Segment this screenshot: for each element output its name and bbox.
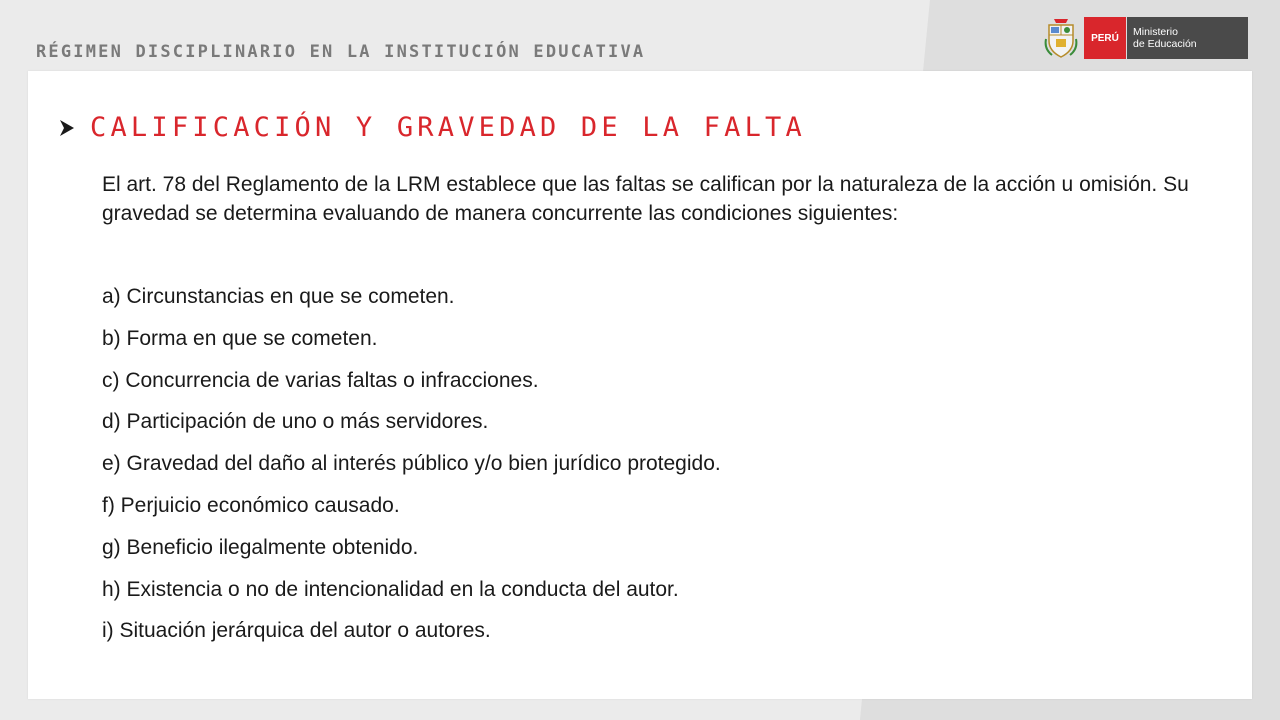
list-item: e) Gravedad del daño al interés público y/o bien jurídico protegido. bbox=[102, 452, 721, 476]
peru-label: PERÚ bbox=[1084, 17, 1126, 59]
ministry-line1: Ministerio bbox=[1133, 26, 1178, 38]
list-item: a) Circunstancias en que se cometen. bbox=[102, 285, 455, 308]
list-item: c) Concurrencia de varias faltas o infracciones. bbox=[102, 368, 539, 392]
list-item: g) Beneficio ilegalmente obtenido. bbox=[102, 535, 419, 559]
ministry-line2: de Educación bbox=[1133, 38, 1197, 50]
arrow-bullet-icon bbox=[56, 117, 78, 139]
list-item: i) Situación jerárquica del autor o autores. bbox=[102, 619, 491, 643]
section-heading bbox=[56, 112, 806, 143]
conditions-list bbox=[102, 283, 721, 659]
header-title: RÉGIMEN DISCIPLINARIO EN LA INSTITUCIÓN EDUCATIVA bbox=[36, 42, 646, 62]
ministry-label bbox=[1126, 17, 1248, 59]
list-item: f) Perjuicio económico causado. bbox=[102, 493, 400, 517]
intro-paragraph: El art. 78 del Reglamento de la LRM establece que las faltas se califican por la naturaleza de la acción u omisión. Su gravedad se determina evaluando de manera concurrente las condiciones siguientes: bbox=[102, 173, 1189, 225]
list-item: h) Existencia o no de intencionalidad en la conducta del autor. bbox=[102, 577, 679, 601]
coat-of-arms-icon bbox=[1044, 17, 1078, 59]
ministry-logo bbox=[1044, 17, 1248, 59]
section-title: CALIFICACIÓN Y GRAVEDAD DE LA FALTA bbox=[90, 112, 806, 143]
list-item: d) Participación de uno o más servidores. bbox=[102, 410, 489, 434]
list-item: b) Forma en que se cometen. bbox=[102, 326, 378, 350]
